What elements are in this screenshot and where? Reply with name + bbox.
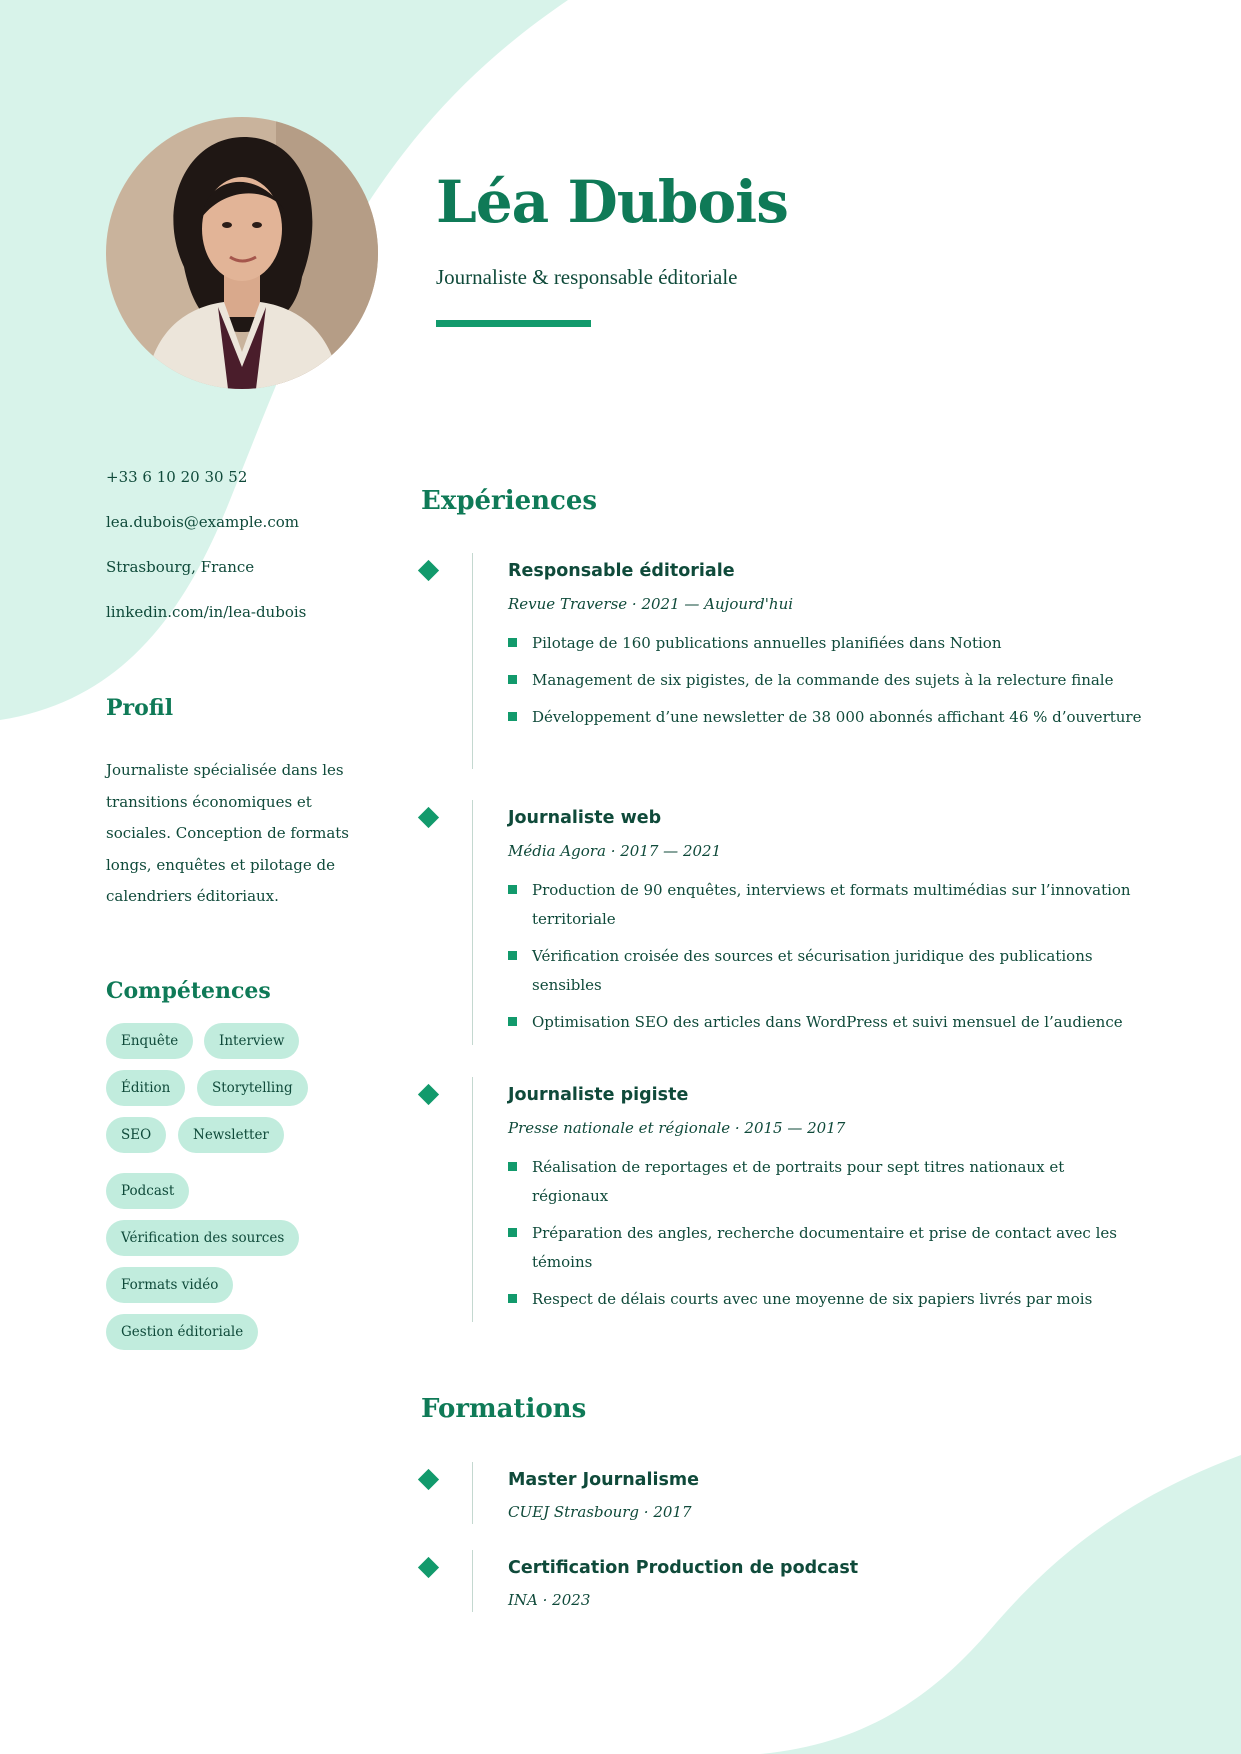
profile-text: Journaliste spécialisée dans les transitions économiques et sociales. Conception de formats longs, enquêtes et pilotage de calendriers éditoriaux.: [106, 761, 350, 905]
skill-chip: Podcast: [106, 1173, 189, 1209]
skill-chip: Vérification des sources: [106, 1220, 299, 1256]
experience-bullets: [508, 876, 1143, 1045]
skill-chip: Storytelling: [197, 1070, 308, 1106]
experience-bullets: [508, 629, 1143, 740]
skills-heading: Compétences: [106, 978, 271, 1004]
list-item: Préparation des angles, recherche documentaire et prise de contact avec les témoins: [508, 1219, 1143, 1277]
list-item: Pilotage de 160 publications annuelles planifiées dans Notion: [508, 629, 1143, 658]
timeline-line: [472, 1077, 473, 1322]
skill-chip: Formats vidéo: [106, 1267, 233, 1303]
list-item: Management de six pigistes, de la commande des sujets à la relecture finale: [508, 666, 1143, 695]
education-degree: Master Journalisme: [508, 1470, 700, 1490]
education-heading: Formations: [421, 1394, 587, 1424]
experience-meta: Média Agora · 2017 — 2021: [508, 842, 722, 860]
education-meta: INA · 2023: [508, 1591, 591, 1609]
list-item: Vérification croisée des sources et sécurisation juridique des publications sensibles: [508, 942, 1143, 1000]
contact-info: [106, 466, 306, 646]
timeline-line: [472, 553, 473, 769]
timeline-line: [472, 1550, 473, 1612]
experience-role: Journaliste web: [508, 808, 662, 828]
contact-location: Strasbourg, France: [106, 558, 255, 576]
candidate-name: Léa Dubois: [436, 168, 788, 236]
experience-meta: Presse nationale et régionale · 2015 — 2017: [508, 1119, 846, 1137]
experience-role: Responsable éditoriale: [508, 561, 735, 581]
education-meta: CUEJ Strasbourg · 2017: [508, 1503, 692, 1521]
profile-heading: Profil: [106, 695, 174, 721]
list-item: Production de 90 enquêtes, interviews et formats multimédias sur l’innovation territoriale: [508, 876, 1143, 934]
list-item: Respect de délais courts avec une moyenne de six papiers livrés par mois: [508, 1285, 1143, 1314]
title-underline: [436, 320, 591, 327]
education-degree: Certification Production de podcast: [508, 1558, 859, 1578]
job-title: Journaliste & responsable éditoriale: [436, 265, 738, 289]
skill-chip: Interview: [204, 1023, 299, 1059]
skill-chip: Newsletter: [178, 1117, 284, 1153]
timeline-line: [472, 800, 473, 1045]
contact-phone: +33 6 10 20 30 52: [106, 468, 248, 486]
list-item: Développement d’une newsletter de 38 000 abonnés affichant 46 % d’ouverture: [508, 703, 1143, 732]
experience-meta: Revue Traverse · 2021 — Aujourd'hui: [508, 595, 794, 613]
skill-chip: SEO: [106, 1117, 166, 1153]
contact-linkedin[interactable]: linkedin.com/in/lea-dubois: [106, 603, 307, 621]
experience-bullets: [508, 1153, 1143, 1322]
skill-chip: Gestion éditoriale: [106, 1314, 258, 1350]
experience-heading: Expériences: [421, 486, 598, 516]
list-item: Optimisation SEO des articles dans WordPress et suivi mensuel de l’audience: [508, 1008, 1143, 1037]
skill-chip: Édition: [106, 1070, 185, 1106]
timeline-line: [472, 1462, 473, 1524]
profile-photo: [106, 117, 378, 389]
contact-email[interactable]: lea.dubois@example.com: [106, 513, 299, 531]
experience-role: Journaliste pigiste: [508, 1085, 689, 1105]
skill-chip: Enquête: [106, 1023, 193, 1059]
list-item: Réalisation de reportages et de portraits pour sept titres nationaux et régionaux: [508, 1153, 1143, 1211]
